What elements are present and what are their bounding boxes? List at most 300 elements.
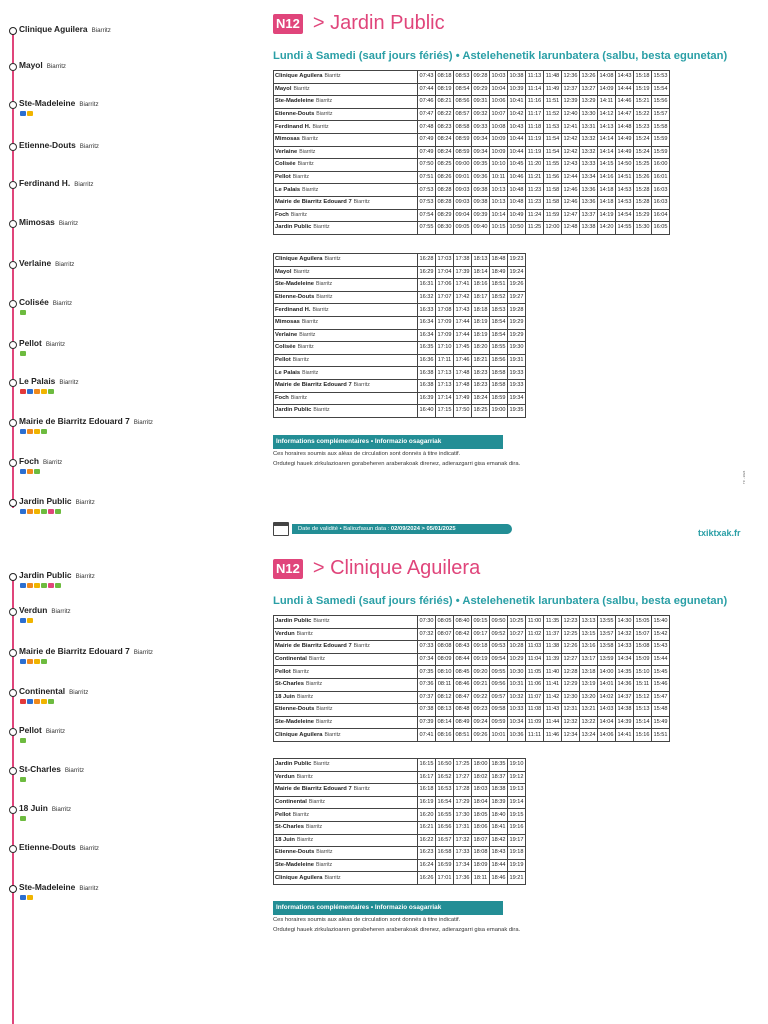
connection-line-icon <box>27 111 33 116</box>
time-cell: 13:57 <box>598 628 616 641</box>
table-row <box>274 616 670 629</box>
stop-dot-icon <box>9 220 17 228</box>
time-cell: 09:21 <box>472 678 490 691</box>
time-cell: 11:16 <box>526 96 544 109</box>
time-cell: 14:49 <box>616 146 634 159</box>
stop-city: Biarritz <box>69 689 89 696</box>
time-cell: 10:44 <box>508 146 526 159</box>
time-cell: 17:30 <box>454 809 472 822</box>
stop-name-text: Mimosas <box>19 217 55 227</box>
time-cell: 17:08 <box>436 304 454 317</box>
time-cell: 17:03 <box>436 254 454 267</box>
time-cell: 08:11 <box>436 678 454 691</box>
stop-cell-name: Pellot <box>275 174 291 181</box>
time-cell: 07:32 <box>418 628 436 641</box>
stop-cell-name: Continental <box>275 656 307 663</box>
time-cell: 10:42 <box>508 108 526 121</box>
time-cell: 09:31 <box>472 96 490 109</box>
time-cell: 09:52 <box>490 628 508 641</box>
time-cell: 11:39 <box>544 653 562 666</box>
stop-cell-name: Pellot <box>275 668 291 675</box>
time-cell: 16:22 <box>418 834 436 847</box>
stop-cell-name: 18 Juin <box>275 693 295 700</box>
time-cell: 19:28 <box>508 304 526 317</box>
stop-cell <box>274 83 418 96</box>
stop-cell-name: Ste-Madeleine <box>275 862 314 869</box>
time-cell: 14:53 <box>616 196 634 209</box>
stop-dot-icon <box>9 689 17 697</box>
time-cell: 19:14 <box>508 796 526 809</box>
time-cell: 07:43 <box>418 71 436 84</box>
time-cell: 09:29 <box>472 83 490 96</box>
time-cell: 15:58 <box>652 121 670 134</box>
time-cell: 16:40 <box>418 405 436 418</box>
stop-cell-name: Le Palais <box>275 186 301 193</box>
time-cell: 08:43 <box>454 641 472 654</box>
time-cell: 14:15 <box>598 159 616 172</box>
stop-cell <box>274 834 418 847</box>
time-cell: 09:26 <box>472 729 490 742</box>
time-cell: 11:58 <box>544 184 562 197</box>
stop-city: Biarritz <box>79 885 99 892</box>
stop-name <box>19 258 74 268</box>
time-cell: 08:09 <box>436 653 454 666</box>
table-row <box>274 653 670 666</box>
info-line-eu: Ordutegi hauek zirkulazioaren gorabeheren araberakoak direnez, adierazgarri gisa emanak dira. <box>273 460 521 467</box>
time-cell: 17:09 <box>436 329 454 342</box>
stop-cell <box>274 279 418 292</box>
stop-cell-city: Biarritz <box>353 643 370 650</box>
stop-cell-city: Biarritz <box>316 706 333 713</box>
time-cell: 16:50 <box>436 759 454 772</box>
table-row <box>274 291 526 304</box>
stop-name-text: Jardin Public <box>19 496 72 506</box>
time-cell: 13:58 <box>598 641 616 654</box>
stop-line-diagram <box>0 0 240 545</box>
stop-dot-icon <box>9 845 17 853</box>
time-cell: 09:22 <box>472 691 490 704</box>
stop-name <box>19 297 72 307</box>
stop-name-text: 18 Juin <box>19 803 48 813</box>
time-cell: 15:47 <box>652 691 670 704</box>
time-cell: 08:28 <box>436 184 454 197</box>
time-cell: 19:16 <box>508 821 526 834</box>
time-cell: 09:38 <box>472 196 490 209</box>
stop-cell-city: Biarritz <box>306 681 323 688</box>
time-cell: 11:46 <box>544 729 562 742</box>
timetable-to-clinique-aguilera <box>0 545 768 1024</box>
time-cell: 12:46 <box>562 184 580 197</box>
time-cell: 08:51 <box>454 729 472 742</box>
time-cell: 08:24 <box>436 146 454 159</box>
time-cell: 18:17 <box>472 291 490 304</box>
connection-line-icon <box>27 509 33 514</box>
time-cell: 18:09 <box>472 859 490 872</box>
stop-cell <box>274 379 418 392</box>
stop-cell <box>274 796 418 809</box>
time-cell: 08:44 <box>454 653 472 666</box>
time-cell: 11:04 <box>526 653 544 666</box>
time-cell: 07:30 <box>418 616 436 629</box>
stop-cell-name: Etienne-Douts <box>275 849 315 856</box>
time-cell: 18:43 <box>490 847 508 860</box>
time-cell: 10:13 <box>490 184 508 197</box>
time-cell: 11:43 <box>544 704 562 717</box>
stop-city: Biarritz <box>45 341 66 348</box>
time-cell: 19:21 <box>508 872 526 885</box>
time-cell: 11:51 <box>544 96 562 109</box>
time-cell: 19:24 <box>508 266 526 279</box>
table-row <box>274 222 670 235</box>
time-cell: 16:58 <box>436 847 454 860</box>
time-cell: 15:10 <box>634 666 652 679</box>
table-row <box>274 392 526 405</box>
time-cell: 08:07 <box>436 628 454 641</box>
time-cell: 18:23 <box>472 367 490 380</box>
time-cell: 15:45 <box>652 666 670 679</box>
stop-dot-icon <box>9 885 17 893</box>
stop-cell-city: Biarritz <box>324 256 341 263</box>
stop-cell-city: Biarritz <box>353 199 370 206</box>
time-cell: 16:53 <box>436 784 454 797</box>
time-cell: 15:12 <box>634 691 652 704</box>
time-cell: 13:20 <box>580 691 598 704</box>
connection-line-icon <box>20 111 26 116</box>
stop-cell-name: Clinique Aguilera <box>275 256 323 263</box>
time-cell: 16:34 <box>418 316 436 329</box>
time-cell: 08:18 <box>436 71 454 84</box>
time-cell: 15:43 <box>652 641 670 654</box>
stop-name-text: Mairie de Biarritz Edouard 7 <box>19 416 130 426</box>
time-cell: 11:03 <box>526 641 544 654</box>
time-cell: 14:43 <box>616 71 634 84</box>
connection-line-icon <box>20 816 26 821</box>
time-cell: 09:35 <box>472 159 490 172</box>
table-row <box>274 316 526 329</box>
stop-name-text: Etienne-Douts <box>19 842 76 852</box>
time-cell: 07:38 <box>418 704 436 717</box>
time-cell: 16:21 <box>418 821 436 834</box>
time-cell: 13:29 <box>580 96 598 109</box>
time-cell: 11:00 <box>526 616 544 629</box>
time-cell: 10:31 <box>508 678 526 691</box>
time-cell: 15:22 <box>634 108 652 121</box>
time-cell: 13:15 <box>580 628 598 641</box>
time-cell: 19:30 <box>508 342 526 355</box>
time-cell: 15:56 <box>652 96 670 109</box>
time-cell: 08:14 <box>436 716 454 729</box>
time-cell: 18:05 <box>472 809 490 822</box>
time-cell: 19:23 <box>508 254 526 267</box>
time-cell: 11:19 <box>526 133 544 146</box>
stop-dot-icon <box>9 261 17 269</box>
time-cell: 18:55 <box>490 342 508 355</box>
stop-cell <box>274 354 418 367</box>
time-cell: 08:29 <box>436 209 454 222</box>
connection-line-icon <box>20 509 26 514</box>
time-cell: 14:50 <box>616 159 634 172</box>
time-cell: 11:05 <box>526 666 544 679</box>
time-cell: 17:13 <box>436 367 454 380</box>
connection-badges <box>20 583 61 588</box>
time-cell: 12:31 <box>562 704 580 717</box>
stop-cell <box>274 184 418 197</box>
stop-cell-name: Jardin Public <box>275 761 312 768</box>
stop-name <box>19 376 79 386</box>
stop-cell <box>274 304 418 317</box>
stop-city: Biarritz <box>133 649 154 656</box>
connection-line-icon <box>20 699 26 704</box>
time-cell: 08:08 <box>436 641 454 654</box>
time-cell: 09:34 <box>472 133 490 146</box>
connection-line-icon <box>48 699 54 704</box>
time-cell: 18:13 <box>472 254 490 267</box>
stop-cell <box>274 666 418 679</box>
stop-cell <box>274 71 418 84</box>
time-cell: 07:53 <box>418 184 436 197</box>
time-cell: 13:19 <box>580 678 598 691</box>
time-cell: 18:21 <box>472 354 490 367</box>
time-cell: 11:06 <box>526 678 544 691</box>
time-cell: 13:24 <box>580 729 598 742</box>
stop-name <box>19 605 71 615</box>
stop-cell-city: Biarritz <box>302 186 319 193</box>
stop-cell-name: Ste-Madeleine <box>275 281 314 288</box>
time-cell: 08:58 <box>454 121 472 134</box>
time-cell: 17:39 <box>454 266 472 279</box>
stop-city: Biarritz <box>46 63 67 70</box>
time-cell: 14:08 <box>598 71 616 84</box>
table-row <box>274 279 526 292</box>
time-cell: 18:14 <box>472 266 490 279</box>
time-cell: 11:40 <box>544 666 562 679</box>
stop-cell-city: Biarritz <box>353 786 370 793</box>
stop-cell-name: Ferdinand H. <box>275 123 311 130</box>
connection-line-icon <box>34 699 40 704</box>
time-cell: 14:46 <box>616 96 634 109</box>
stop-cell-city: Biarritz <box>353 382 370 389</box>
stop-dot-icon <box>9 181 17 189</box>
time-cell: 15:21 <box>634 96 652 109</box>
time-cell: 10:44 <box>508 133 526 146</box>
stop-cell-name: Mairie de Biarritz Edouard 7 <box>275 643 352 650</box>
connection-badges <box>20 699 54 704</box>
time-cell: 17:43 <box>454 304 472 317</box>
route-destination: > Jardin Public <box>312 12 445 34</box>
time-cell: 15:49 <box>652 716 670 729</box>
time-cell: 16:26 <box>418 872 436 885</box>
time-cell: 07:44 <box>418 83 436 96</box>
time-cell: 16:19 <box>418 796 436 809</box>
time-cell: 18:18 <box>472 304 490 317</box>
time-cell: 17:28 <box>454 784 472 797</box>
stop-cell-city: Biarritz <box>312 123 329 130</box>
stop-dot-icon <box>9 379 17 387</box>
info-line-fr: Ces horaires soumis aux aléas de circulation sont donnés à titre indicatif. <box>273 917 461 923</box>
time-cell: 12:42 <box>562 146 580 159</box>
time-cell: 11:54 <box>544 133 562 146</box>
time-cell: 14:55 <box>616 222 634 235</box>
table-row <box>274 71 670 84</box>
stop-cell <box>274 678 418 691</box>
time-cell: 18:19 <box>472 316 490 329</box>
stop-city: Biarritz <box>58 220 79 227</box>
stop-name <box>19 496 95 506</box>
time-cell: 18:08 <box>472 847 490 860</box>
stop-cell-name: Ste-Madeleine <box>275 98 314 105</box>
time-cell: 09:39 <box>472 209 490 222</box>
stop-name-text: Pellot <box>19 338 42 348</box>
connection-line-icon <box>41 509 47 514</box>
stop-name <box>19 24 111 34</box>
stop-name-text: Etienne-Douts <box>19 140 76 150</box>
table-row <box>274 716 670 729</box>
time-cell: 10:38 <box>508 71 526 84</box>
time-cell: 08:54 <box>454 83 472 96</box>
time-cell: 13:30 <box>580 108 598 121</box>
connection-line-icon <box>20 895 26 900</box>
time-cell: 18:03 <box>472 784 490 797</box>
time-cell: 13:26 <box>580 71 598 84</box>
time-cell: 15:26 <box>634 171 652 184</box>
stop-name-text: Mayol <box>19 60 43 70</box>
time-cell: 11:55 <box>544 159 562 172</box>
stop-cell <box>274 266 418 279</box>
time-cell: 19:35 <box>508 405 526 418</box>
time-cell: 17:41 <box>454 279 472 292</box>
stop-cell-name: Ferdinand H. <box>275 306 311 313</box>
connection-badges <box>20 469 40 474</box>
time-cell: 16:34 <box>418 329 436 342</box>
time-cell: 16:01 <box>652 171 670 184</box>
table-row <box>274 729 670 742</box>
time-cell: 18:11 <box>472 872 490 885</box>
time-cell: 10:33 <box>508 704 526 717</box>
time-cell: 11:41 <box>544 678 562 691</box>
stop-name <box>19 725 65 735</box>
time-cell: 12:30 <box>562 691 580 704</box>
time-cell: 19:17 <box>508 834 526 847</box>
stop-cell-city: Biarritz <box>296 773 313 780</box>
table-row <box>274 771 526 784</box>
time-cell: 10:50 <box>508 222 526 235</box>
time-cell: 09:03 <box>454 184 472 197</box>
time-cell: 12:46 <box>562 196 580 209</box>
time-cell: 19:15 <box>508 809 526 822</box>
time-cell: 15:19 <box>634 83 652 96</box>
time-cell: 12:36 <box>562 71 580 84</box>
time-cell: 16:18 <box>418 784 436 797</box>
time-cell: 16:20 <box>418 809 436 822</box>
stop-name <box>19 98 99 108</box>
stop-cell <box>274 641 418 654</box>
stop-cell <box>274 367 418 380</box>
stop-cell <box>274 133 418 146</box>
time-cell: 07:49 <box>418 146 436 159</box>
stop-name-text: Foch <box>19 456 40 466</box>
time-cell: 08:42 <box>454 628 472 641</box>
stop-cell-city: Biarritz <box>290 394 307 401</box>
stop-cell-city: Biarritz <box>297 344 314 351</box>
time-cell: 18:24 <box>472 392 490 405</box>
stop-cell-name: Mayol <box>275 268 292 275</box>
time-cell: 08:26 <box>436 171 454 184</box>
time-cell: 12:29 <box>562 678 580 691</box>
route-header <box>273 12 445 35</box>
stop-cell-city: Biarritz <box>293 85 310 92</box>
time-cell: 12:48 <box>562 222 580 235</box>
time-cell: 15:59 <box>652 133 670 146</box>
stop-cell <box>274 342 418 355</box>
table-row <box>274 266 526 279</box>
time-cell: 11:09 <box>526 716 544 729</box>
time-cell: 15:48 <box>652 704 670 717</box>
time-cell: 14:14 <box>598 133 616 146</box>
stop-cell-city: Biarritz <box>313 407 330 414</box>
time-cell: 11:23 <box>526 196 544 209</box>
time-cell: 14:00 <box>598 666 616 679</box>
connection-badges <box>20 111 33 116</box>
time-cell: 13:32 <box>580 146 598 159</box>
time-cell: 17:36 <box>454 872 472 885</box>
table-row <box>274 342 526 355</box>
stop-name-text: Pellot <box>19 725 42 735</box>
stop-cell-city: Biarritz <box>312 306 329 313</box>
time-cell: 08:24 <box>436 133 454 146</box>
time-cell: 14:03 <box>598 704 616 717</box>
time-cell: 10:28 <box>508 641 526 654</box>
time-cell: 09:19 <box>472 653 490 666</box>
time-cell: 19:31 <box>508 354 526 367</box>
stop-name <box>19 803 71 813</box>
stop-name-text: Ste-Madeleine <box>19 98 76 108</box>
time-cell: 19:00 <box>490 405 508 418</box>
time-cell: 12:40 <box>562 108 580 121</box>
time-cell: 09:28 <box>472 71 490 84</box>
time-cell: 07:41 <box>418 729 436 742</box>
stop-cell-name: Verlaine <box>275 331 298 338</box>
time-cell: 08:53 <box>454 71 472 84</box>
stop-dot-icon <box>9 300 17 308</box>
time-cell: 18:38 <box>490 784 508 797</box>
time-cell: 13:31 <box>580 121 598 134</box>
time-cell: 11:08 <box>526 704 544 717</box>
stop-cell-name: Foch <box>275 211 289 218</box>
table-row <box>274 859 526 872</box>
time-cell: 11:02 <box>526 628 544 641</box>
stop-cell-city: Biarritz <box>292 174 309 181</box>
time-cell: 16:17 <box>418 771 436 784</box>
connection-badges <box>20 895 33 900</box>
time-cell: 15:29 <box>634 209 652 222</box>
stop-cell-name: Colisée <box>275 161 296 168</box>
time-cell: 09:53 <box>490 641 508 654</box>
time-cell: 14:01 <box>598 678 616 691</box>
connection-line-icon <box>34 659 40 664</box>
table-row <box>274 83 670 96</box>
time-cell: 12:43 <box>562 159 580 172</box>
time-cell: 13:55 <box>598 616 616 629</box>
time-cell: 11:53 <box>544 121 562 134</box>
time-cell: 18:25 <box>472 405 490 418</box>
connection-line-icon <box>48 389 54 394</box>
stop-cell-city: Biarritz <box>301 319 318 326</box>
time-cell: 08:25 <box>436 159 454 172</box>
time-cell: 17:48 <box>454 379 472 392</box>
time-cell: 14:48 <box>616 121 634 134</box>
time-cell: 19:13 <box>508 784 526 797</box>
time-cell: 15:28 <box>634 184 652 197</box>
